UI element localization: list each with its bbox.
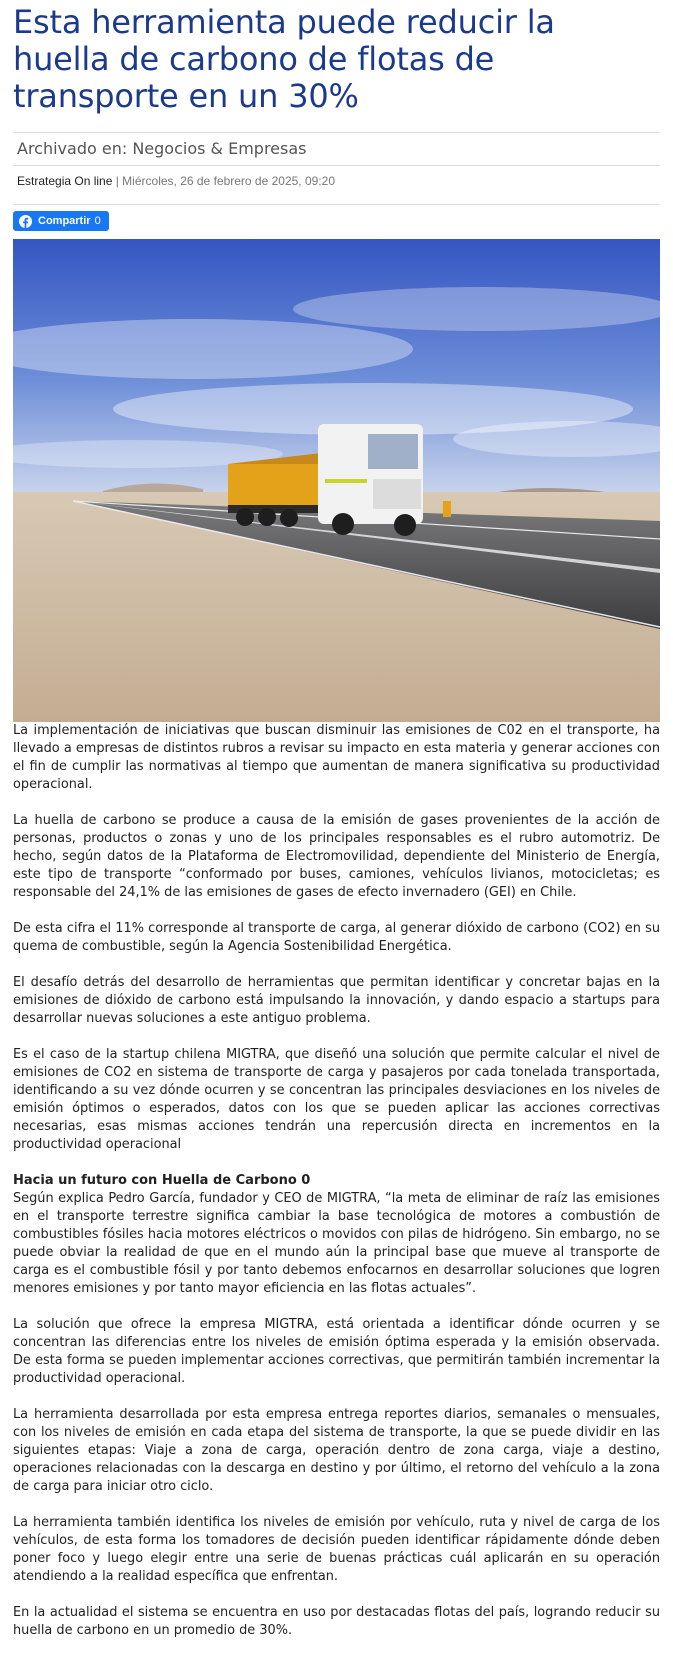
share-label: Compartir [38, 215, 91, 227]
paragraph-10: En la actualidad el sistema se encuentra en uso por destacadas flotas del país, logrando reducir su huella de carbono en un promedio de 30%. [13, 1605, 660, 1638]
paragraph-9: La herramienta también identifica los niveles de emisión por vehículo, ruta y nivel de carga de los vehículos, de esta forma los tomadores de decisión pueden identificar rápidamente dónde deben poner foco y luego elegir entre una serie de buenas prácticas cuál aplicarán en su operación atendiendo a la realidad específica que enfrentan. [13, 1515, 660, 1584]
paragraph-4: El desafío detrás del desarrollo de herramientas que permitan identificar y concretar bajas en la emisiones de dióxido de carbono está impulsando la innovación, y dando espacio a startups para desarrollar nuevas soluciones a este antiguo problema. [13, 975, 660, 1026]
paragraph-1: La implementación de iniciativas que buscan disminuir las emisiones de C02 en el transporte, ha llevado a empresas de distintos rubros a revisar su impacto en esta materia y generar acciones con el fin de cumplir las normativas al tiempo que aumentan de manera significativa su productividad operacional. [13, 723, 660, 792]
paragraph-8: La herramienta desarrollada por esta empresa entrega reportes diarios, semanales o mensuales, con los niveles de emisión en cada etapa del sistema de transporte, la que se puede dividir en las siguientes etapas: Viaje a zona de carga, operación dentro de zona carga, viaje a destino, operaciones relacionadas con la descarga en destino y por último, el retorno del vehículo a la zona de carga para iniciar otro ciclo. [13, 1407, 660, 1494]
share-count: 0 [94, 215, 101, 227]
archived-in-bar [13, 132, 660, 166]
share-row [13, 211, 660, 237]
paragraph-2: La huella de carbono se produce a causa de la emisión de gases provenientes de la acción de personas, productos o zonas y uno de los principales responsables es el rubro automotriz. De hecho, según datos de la Plataforma de Electromovilidad, dependiente del Ministerio de Energía, este tipo de transporte “conformado por buses, camiones, vehículos livianos, motocicletas; es responsable del 24,1% de las emisiones de gases de efecto invernadero (GEI) en Chile. [13, 813, 660, 900]
article-body [13, 722, 660, 1640]
paragraph-6: Según explica Pedro García, fundador y CEO de MIGTRA, “la meta de eliminar de raíz las emisiones en el transporte terrestre significa cambiar la base tecnológica de motores a combustión de combustibles fósiles hacia motores eléctricos o movidos con pilas de hidrógeno. Sin embargo, no se puede obviar la realidad de que en el mundo aún la principal base que mueve al transporte de carga es el combustible fósil y por tanto debemos enfocarnos en desarrollar soluciones que logren menores emisiones y por tanto mayor eficiencia en las flotas actuales”. [13, 1191, 660, 1296]
source-name: Estrategia On line [17, 174, 113, 188]
paragraph-7: La solución que ofrece la empresa MIGTRA, está orientada a identificar dónde ocurren y se concentran las diferencias entre los niveles de emisión óptima esperada y la emisión observada. De esta forma se pueden implementar acciones correctivas, que permitirán también incrementar la productividad operacional. [13, 1317, 660, 1386]
byline [13, 166, 660, 205]
facebook-share-button[interactable] [13, 211, 109, 231]
publish-date: | Miércoles, 26 de febrero de 2025, 09:20 [115, 174, 335, 188]
article-page [13, 0, 660, 1658]
paragraph-3: De esta cifra el 11% corresponde al transporte de carga, al generar dióxido de carbono (CO2) en su quema de combustible, según la Agencia Sostenibilidad Energética. [13, 921, 660, 954]
category-link[interactable]: Negocios & Empresas [132, 139, 307, 158]
archived-label: Archivado en: [17, 139, 128, 158]
section-subheading: Hacia un futuro con Huella de Carbono 0 [13, 1173, 311, 1188]
facebook-icon [19, 215, 32, 228]
paragraph-5: Es el caso de la startup chilena MIGTRA, que diseñó una solución que permite calcular el nivel de emisiones de CO2 en sistema de transporte de carga y pasajeros por cada tonelada transportada, identificando a su vez dónde ocurren y se concentran las principales desviaciones en los niveles de emisión óptimos o esperados, datos con los que se pueden aplicar las acciones correctivas necesarias, esas mismas acciones tendrán una repercusión directa en incrementos en la productividad operacional [13, 1047, 660, 1152]
article-title: Esta herramienta puede reducir la huella de carbono de flotas de transporte en un 30% [13, 3, 555, 115]
article-hero-image [13, 239, 660, 722]
